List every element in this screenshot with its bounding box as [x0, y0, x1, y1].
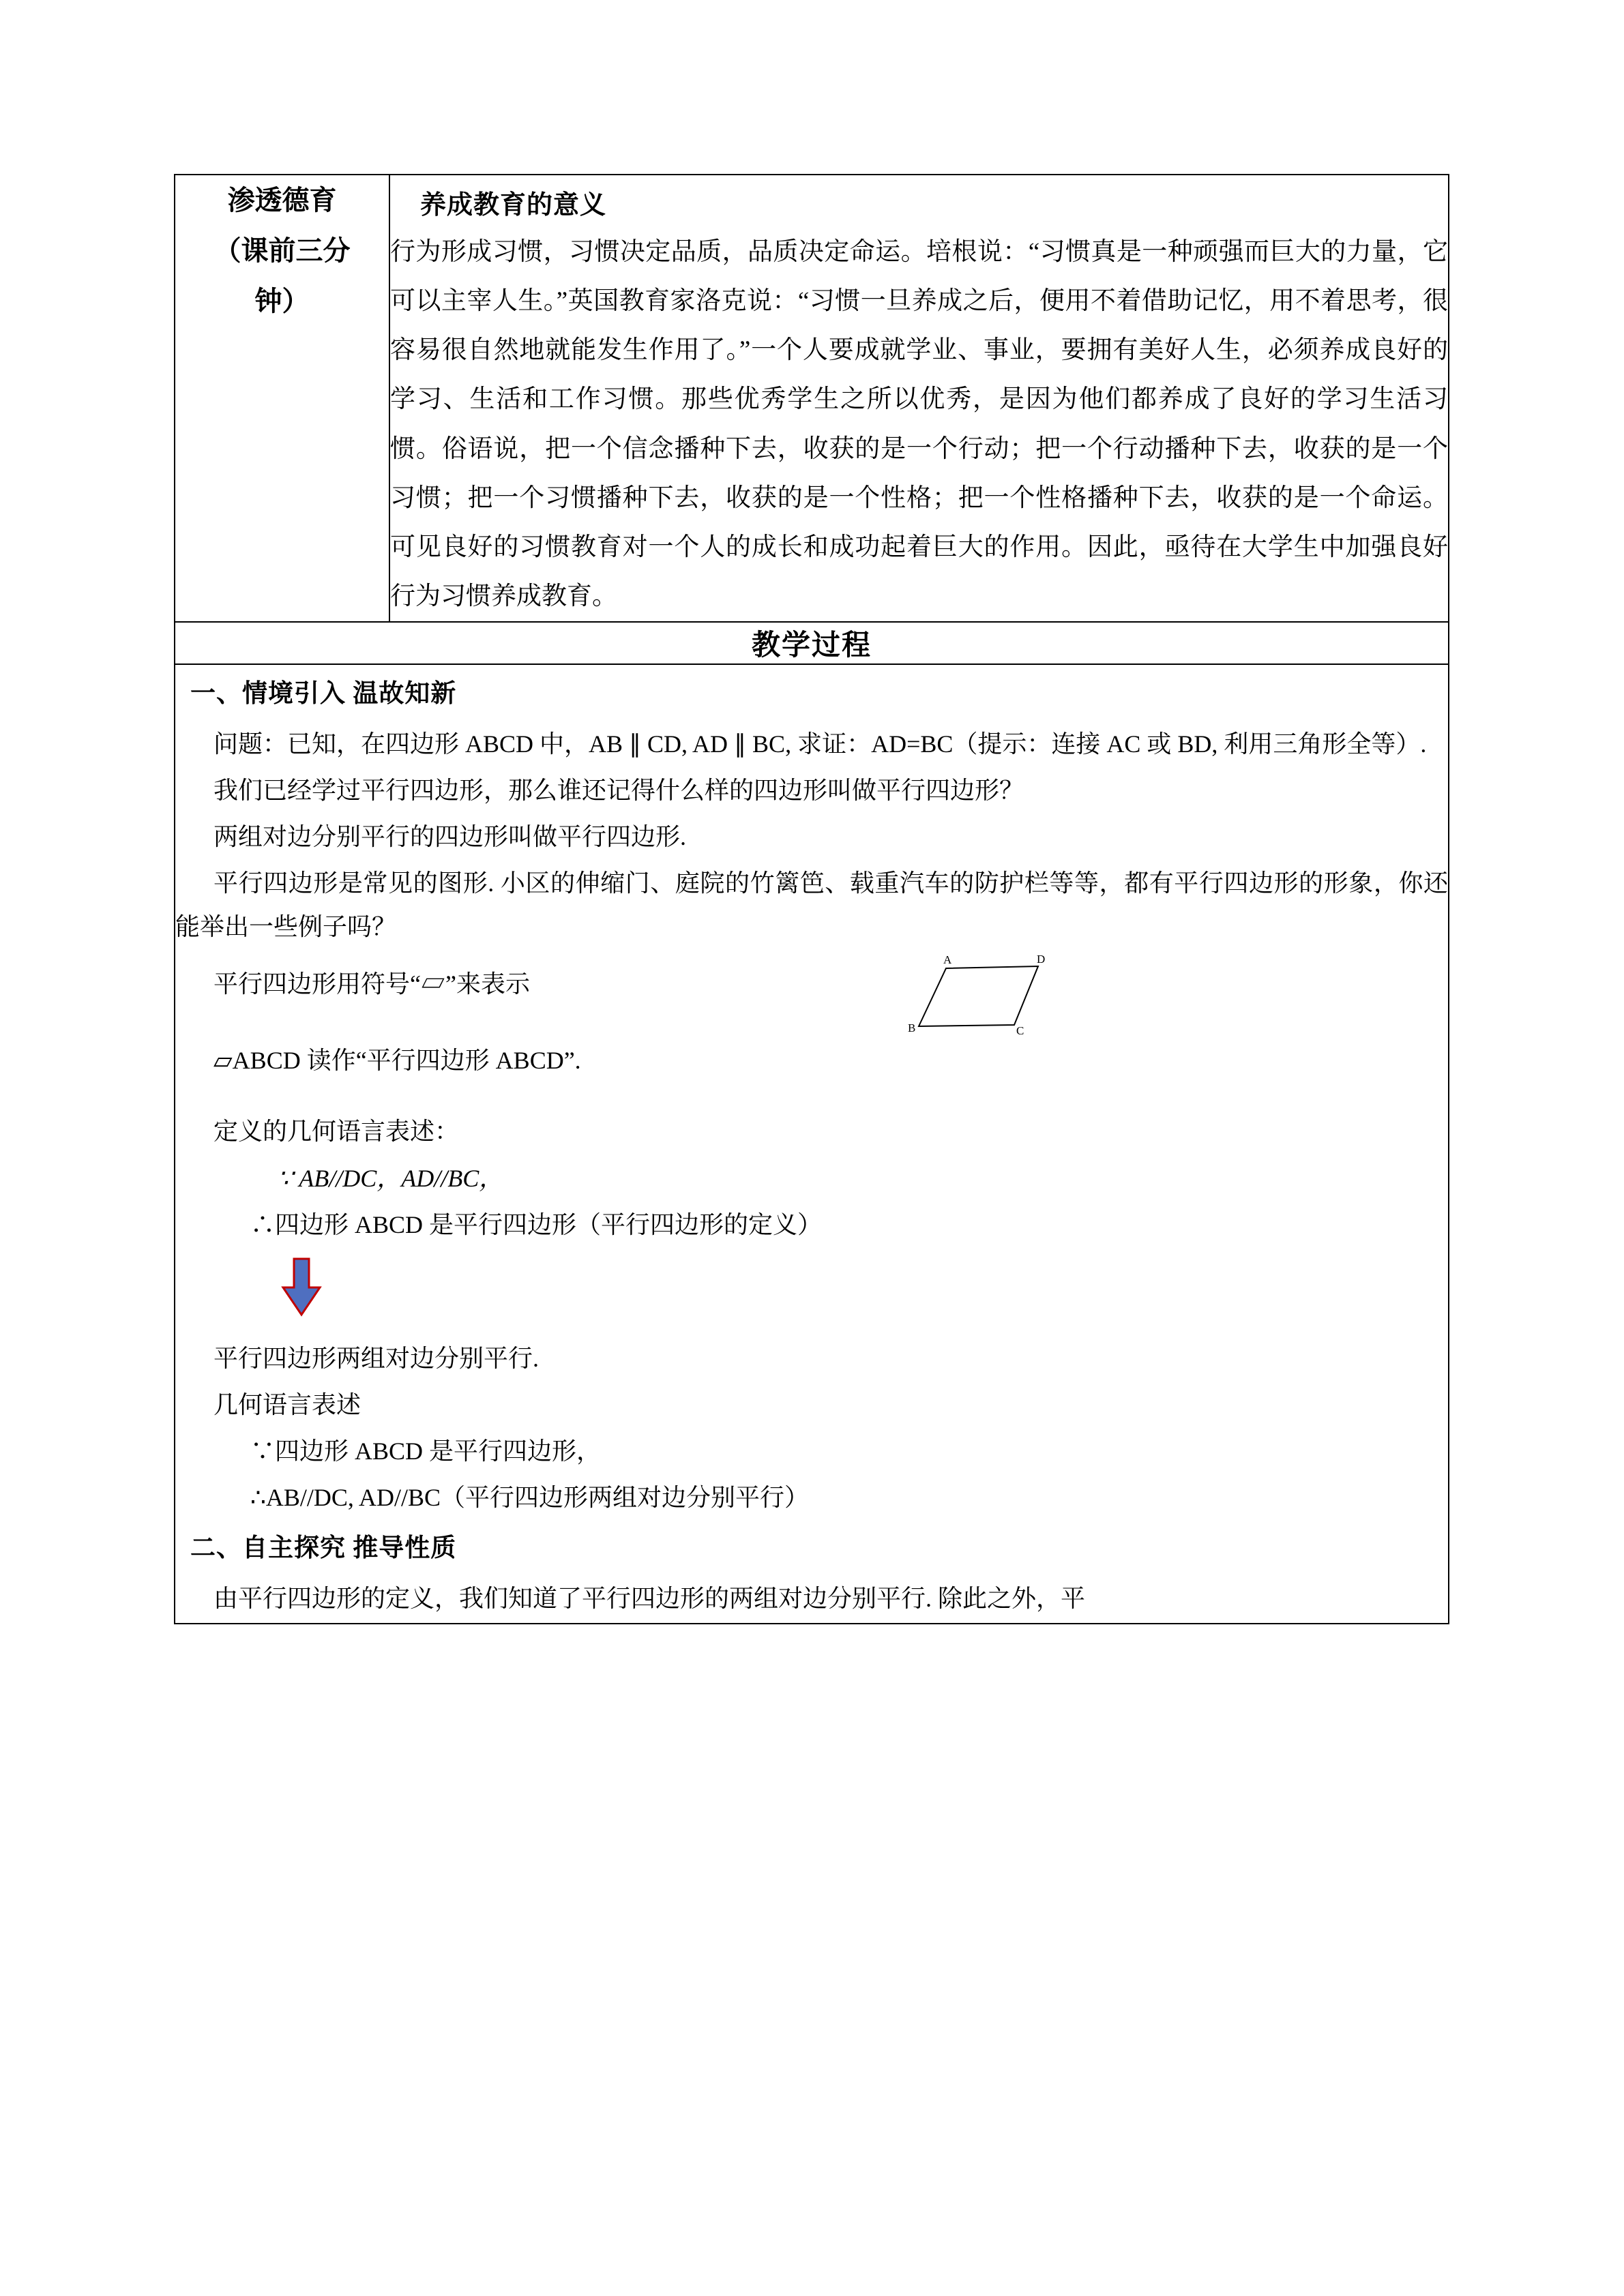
- figure-label-a: A: [943, 953, 952, 967]
- read-as-line: ▱ABCD 读作“平行四边形 ABCD”.: [213, 1047, 581, 1075]
- problem-statement: 问题：已知，在四边形 ABCD 中，AB ∥ CD, AD ∥ BC, 求证：AD=BC（提示：连接 AC 或 BD, 利用三角形全等）.: [213, 730, 1427, 758]
- moral-label-line-2: （课前三分: [213, 235, 351, 266]
- section-heading-1: 一、情境引入 温故知新: [190, 680, 457, 709]
- geo-statement-2: ∴四边形 ABCD 是平行四边形（平行四边形的定义）: [250, 1210, 823, 1238]
- section-heading-2: 二、自主探究 推导性质: [190, 1534, 457, 1563]
- moral-education-body: 行为形成习惯，习惯决定品质，品质决定命运。培根说：“习惯真是一种顽强而巨大的力量，它可以主宰人生。”英国教育家洛克说：“习惯一旦养成之后，便用不着借助记忆，用不着思考，很容易很自然地就能发生作用了。”一个人要成就学业、事业，要拥有美好人生，必须养成良好的学习、生活和工作习惯。那些优秀学生之所以优秀，是因为他们都养成了良好的学习生活习惯。俗语说，把一个信念播种下去，收获的是一个行动；把一个行动播种下去，收获的是一个习惯；把一个习惯播种下去，收获的是一个性格；把一个性格播种下去，收获的是一个命运。可见良好的习惯教育对一个人的成长和成功起着巨大的作用。因此，亟待在大学生中加强良好行为习惯养成教育。: [390, 238, 1448, 610]
- figure-label-c: C: [1016, 1024, 1024, 1038]
- parallelogram-figure: [878, 951, 1055, 1067]
- geo-statement-3: ∵四边形 ABCD 是平行四边形，: [250, 1437, 602, 1465]
- parallelogram-definition: 两组对边分别平行的四边形叫做平行四边形.: [213, 823, 687, 851]
- property-line: 平行四边形两组对边分别平行.: [213, 1344, 540, 1372]
- figure-label-d: D: [1037, 953, 1046, 966]
- review-question: 我们已经学过平行四边形，那么谁还记得什么样的四边形叫做平行四边形？: [213, 777, 1024, 805]
- geo-statement-4: ∴AB//DC, AD//BC（平行四边形两组对边分别平行）: [250, 1484, 809, 1511]
- moral-education-content-cell: [389, 175, 1449, 622]
- down-arrow-wrapper: [175, 1256, 1448, 1332]
- teaching-process-title: 教学过程: [175, 622, 1449, 664]
- table-row-process-body: [175, 664, 1449, 1624]
- teaching-process-body-cell: [175, 664, 1449, 1624]
- real-life-examples: 平行四边形是常见的图形. 小区的伸缩门、庭院的竹篱笆、载重汽车的防护栏等等，都有平行四边形的形象，你还能举出一些例子吗？: [175, 869, 1448, 941]
- geometric-language-title-2: 几何语言表述: [213, 1390, 361, 1418]
- figure-label-b: B: [908, 1022, 916, 1035]
- moral-education-title: 养成教育的意义: [420, 191, 607, 220]
- moral-label-line-3: 钟）: [254, 286, 310, 316]
- geometric-language-title: 定义的几何语言表述：: [213, 1118, 460, 1146]
- lesson-plan-table: [174, 174, 1449, 1624]
- symbol-notation-line: 平行四边形用符号“▱”来表示: [213, 970, 530, 998]
- parallelogram-shape-icon: [878, 951, 1055, 1054]
- table-row-process-title: [175, 622, 1449, 664]
- geo-statement-1: ∵ AB//DC，AD//BC，: [278, 1164, 504, 1192]
- moral-education-label-cell: [175, 175, 389, 622]
- down-arrow-icon: [278, 1256, 325, 1319]
- moral-label-line-1: 渗透德育: [227, 185, 337, 215]
- table-row-moral-education: [175, 175, 1449, 622]
- closing-line: 由平行四边形的定义，我们知道了平行四边形的两组对边分别平行. 除此之外，平: [213, 1584, 1086, 1612]
